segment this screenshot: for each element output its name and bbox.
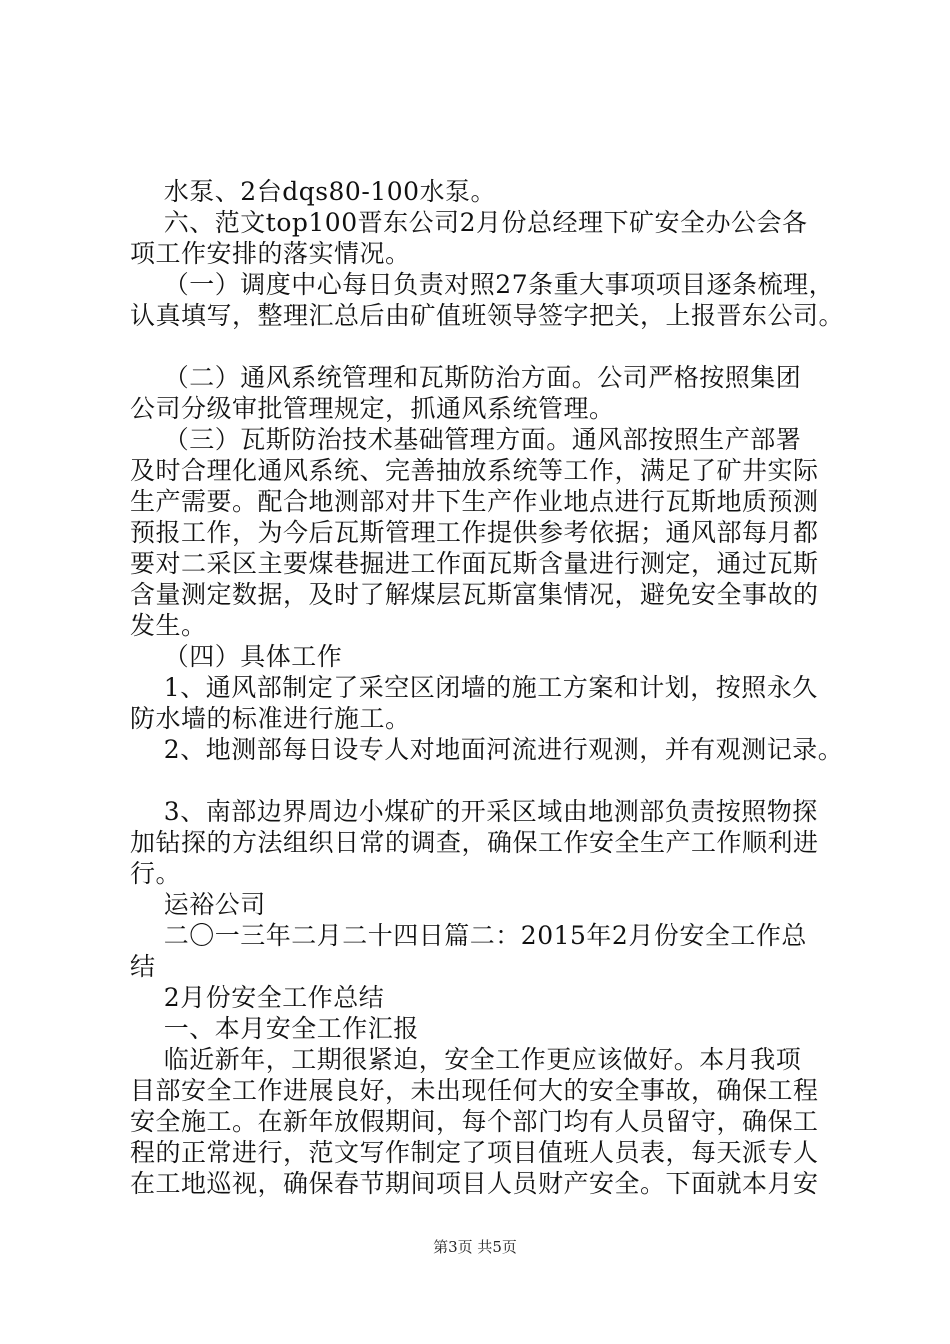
text-line: 运裕公司 <box>130 890 266 919</box>
text-line: 程的正常进行，范文写作制定了项目值班人员表，每天派专人 <box>130 1138 819 1167</box>
text-line: 2月份安全工作总结 <box>130 983 385 1012</box>
text-line: 安全施工。在新年放假期间，每个部门均有人员留守，确保工 <box>130 1107 819 1136</box>
text-line: 结 <box>130 952 156 981</box>
text-line: 公司分级审批管理规定，抓通风系统管理。 <box>130 394 615 423</box>
text-line: 1、通风部制定了采空区闭墙的施工方案和计划，按照永久 <box>130 673 818 702</box>
text-line: （四）具体工作 <box>130 642 343 671</box>
text-line: 加钻探的方法组织日常的调查，确保工作安全生产工作顺利进 <box>130 828 819 857</box>
blank-line <box>130 331 835 362</box>
text-line: 及时合理化通风系统、完善抽放系统等工作，满足了矿井实际 <box>130 456 819 485</box>
text-line: 发生。 <box>130 611 207 640</box>
text-line: （三）瓦斯防治技术基础管理方面。通风部按照生产部署 <box>130 425 802 454</box>
text-line: 行。 <box>130 859 182 888</box>
text-line: 预报工作，为今后瓦斯管理工作提供参考依据；通风部每月都 <box>130 518 819 547</box>
document-body <box>130 176 845 1199</box>
text-line: 3、南部边界周边小煤矿的开采区域由地测部负责按照物探 <box>130 797 818 826</box>
text-line: 认真填写，整理汇总后由矿值班领导签字把关，上报晋东公司。 <box>130 301 845 330</box>
text-line: 含量测定数据，及时了解煤层瓦斯富集情况，避免安全事故的 <box>130 580 819 609</box>
text-line: 水泵、2台dqs80-100水泵。 <box>130 177 497 206</box>
blank-line <box>130 765 835 796</box>
text-line: 生产需要。配合地测部对井下生产作业地点进行瓦斯地质预测 <box>130 487 819 516</box>
text-line: 项工作安排的落实情况。 <box>130 239 411 268</box>
text-line: 目部安全工作进展良好，未出现任何大的安全事故，确保工程 <box>130 1076 819 1105</box>
text-line: 在工地巡视，确保春节期间项目人员财产安全。下面就本月安 <box>130 1169 819 1198</box>
text-line: 六、范文top100晋东公司2月份总经理下矿安全办公会各 <box>130 208 808 237</box>
text-line: 二〇一三年二月二十四日篇二：2015年2月份安全工作总 <box>130 921 807 950</box>
text-line: （一）调度中心每日负责对照27条重大事项项目逐条梳理， <box>130 270 835 299</box>
text-line: （二）通风系统管理和瓦斯防治方面。公司严格按照集团 <box>130 363 802 392</box>
text-line: 要对二采区主要煤巷掘进工作面瓦斯含量进行测定，通过瓦斯 <box>130 549 819 578</box>
text-line: 防水墙的标准进行施工。 <box>130 704 411 733</box>
text-line: 一、本月安全工作汇报 <box>130 1014 419 1043</box>
text-line: 2、地测部每日设专人对地面河流进行观测，并有观测记录。 <box>130 735 844 764</box>
text-line: 临近新年，工期很紧迫，安全工作更应该做好。本月我项 <box>130 1045 802 1074</box>
page-number-footer: 第3页 共5页 <box>433 1238 517 1256</box>
